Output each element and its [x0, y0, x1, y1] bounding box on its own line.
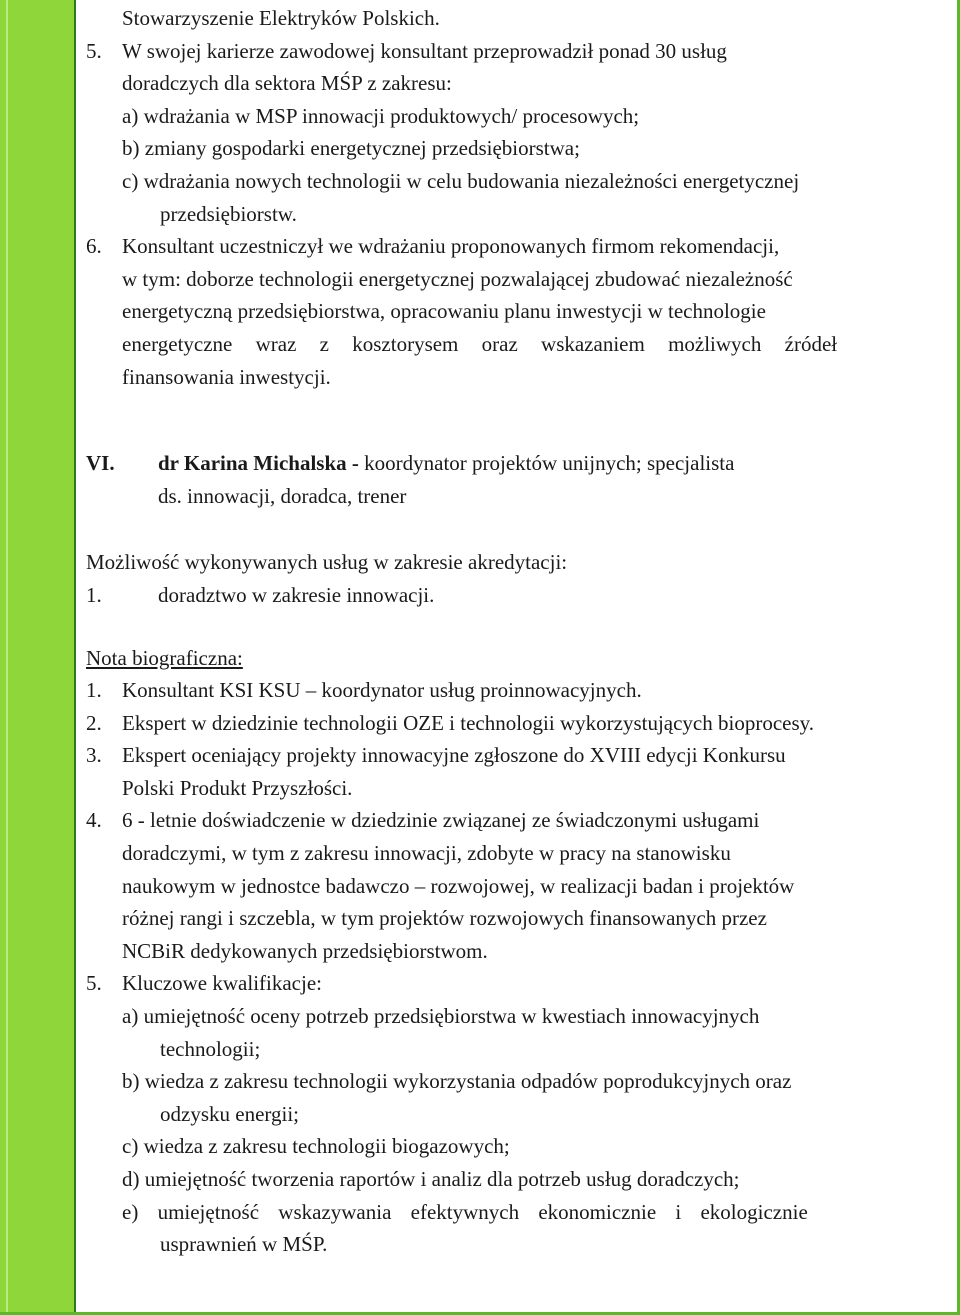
person-name: dr Karina Michalska -: [158, 451, 359, 476]
subitem-a: a) wdrażania w MSP innowacji produktowych/ procesowych;: [122, 103, 640, 128]
sidebar-highlight: [6, 0, 8, 1315]
list-item-6: [86, 230, 952, 393]
bio-heading: Nota biograficzna:: [86, 645, 243, 670]
bio-item-5: 5. Kluczowe kwalifikacje: a) umiejętność oceny potrzeb przedsiębiorstwa w kwestiach innowacyjnych technologii; b) wiedza z zakresu technologii wykorzystania odpadów poprodukcyjnych oraz odzysku energii; c) wiedza z zakresu technologii biogazowych; d) umiejętność tworzenia raportów i analiz dla potrzeb usług doradczych; e) umiejętność wskazywania efektywnych ekonomicznie i ekologicznie usprawnień w MŚP.: [86, 967, 952, 1260]
services-item-text: doradztwo w zakresie innowacji.: [158, 582, 435, 607]
item-number: 1.: [86, 582, 102, 607]
qualification-a: a) umiejętność oceny potrzeb przedsiębiorstwa w kwestiach innowacyjnych: [122, 1004, 760, 1029]
continued-line: Stowarzyszenie Elektryków Polskich.: [122, 6, 440, 30]
qualification-e: e) umiejętność wskazywania efektywnych ekonomicznie i ekologicznie: [122, 1199, 808, 1224]
services-heading: Możliwość wykonywanych usług w zakresie akredytacji:: [86, 550, 568, 575]
person-role: koordynator projektów unijnych; specjalista: [364, 451, 735, 476]
item-number: 5.: [86, 38, 102, 63]
text-line: w tym: doborze technologii energetycznej pozwalającej zbudować niezależność: [122, 266, 793, 291]
bio-item-2: 2. Ekspert w dziedzinie technologii OZE i technologii wykorzystujących bioprocesy.: [86, 710, 815, 735]
text-line: Konsultant uczestniczył we wdrażaniu proponowanych firmom rekomendacji,: [122, 234, 780, 259]
person-role-cont: ds. innowacji, doradca, trener: [158, 483, 407, 508]
bio-item-3: 3. Ekspert oceniający projekty innowacyjne zgłoszone do XVIII edycji Konkursu Polski Produkt Przyszłości.: [86, 743, 786, 800]
qualification-b: b) wiedza z zakresu technologii wykorzystania odpadów poprodukcyjnych oraz: [122, 1069, 792, 1094]
subitem-b: b) zmiany gospodarki energetycznej przedsiębiorstwa;: [122, 136, 580, 161]
document-content: [86, 0, 952, 1261]
text-line: energetyczną przedsiębiorstwa, opracowaniu planu inwestycji w technologie: [122, 299, 766, 324]
subitem-c-cont: przedsiębiorstw.: [160, 201, 297, 226]
qualification-d: d) umiejętność tworzenia raportów i analiz dla potrzeb usług doradczych;: [122, 1167, 740, 1191]
text-line: energetyczne wraz z kosztorysem oraz wskazaniem możliwych źródeł: [122, 331, 838, 356]
section-heading: [86, 447, 952, 512]
text-line: finansowania inwestycji.: [122, 364, 331, 389]
section-number: VI.: [86, 451, 115, 476]
subitem-c: c) wdrażania nowych technologii w celu budowania niezależności energetycznej: [122, 168, 800, 193]
bio-item-4: 4. 6 - letnie doświadczenie w dziedzinie związanej ze świadczonymi usługami doradczymi, w tym z zakresu innowacji, zdobyte w pracy na stanowisku naukowym w jednostce badawczo – rozwojowej, w realizacji badan i projektów różnej rangi i szczebla, w tym projektów rozwojowych finansowanych przez NCBiR dedykowanych przedsiębiorstwom.: [86, 808, 795, 963]
services-item: [86, 579, 952, 612]
item-number: 6.: [86, 234, 102, 259]
text-line: W swojej karierze zawodowej konsultant przeprowadził ponad 30 usług: [122, 38, 727, 63]
list-item-5: [86, 35, 952, 231]
qualification-c: c) wiedza z zakresu technologii biogazowych;: [122, 1134, 510, 1159]
bio-item-1: 1. Konsultant KSI KSU – koordynator usług proinnowacyjnych.: [86, 678, 642, 703]
green-sidebar: [0, 0, 76, 1315]
text-line: doradczych dla sektora MŚP z zakresu:: [122, 71, 452, 96]
